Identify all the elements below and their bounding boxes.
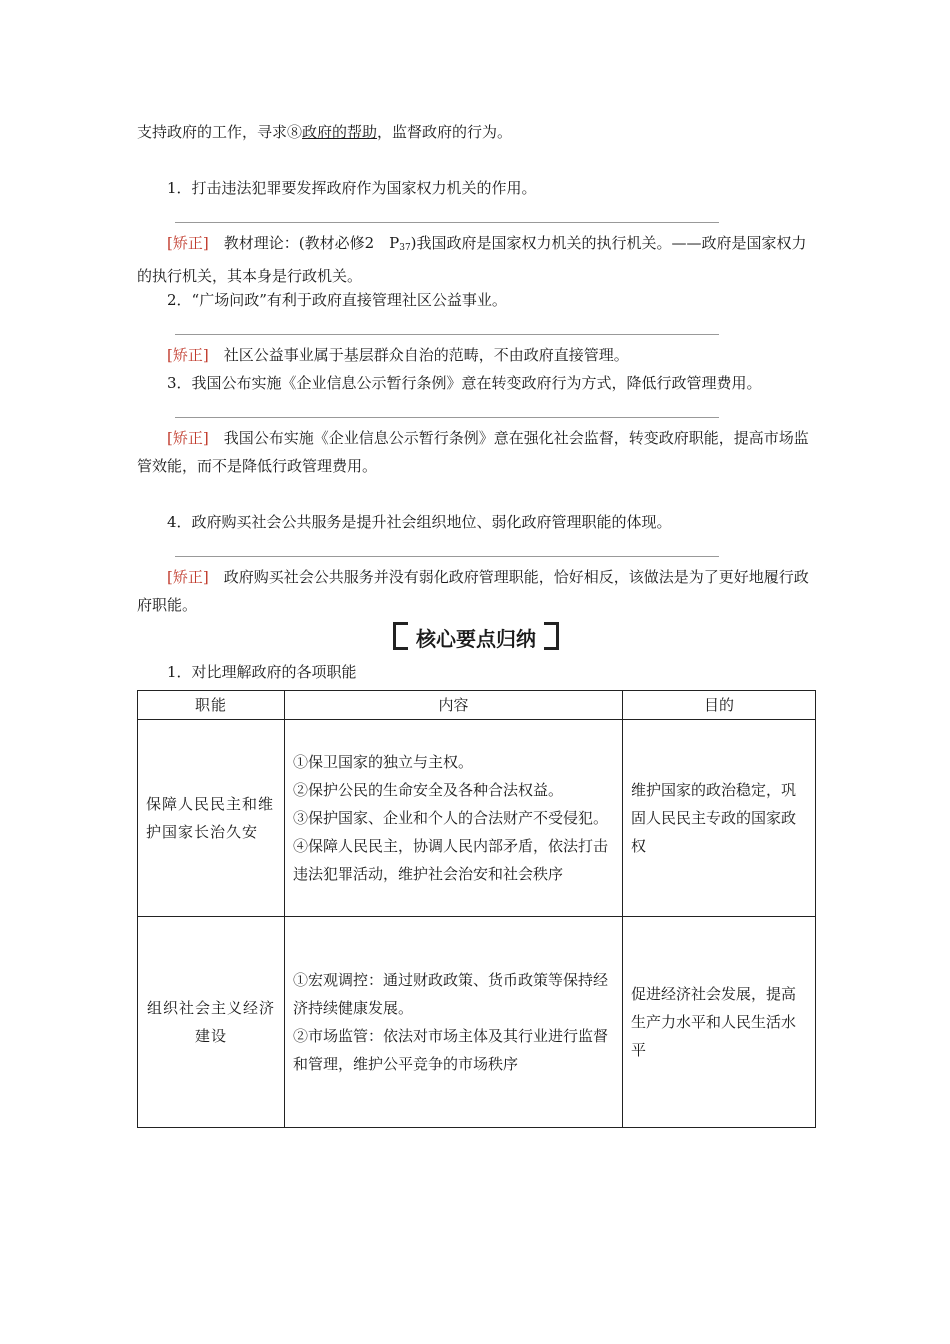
correction-4: [矫正] 政府购买社会公共服务并没有弱化政府管理职能，恰好相反，该做法是为了更好地履行政府职能。 [137, 568, 809, 614]
answer-blank-line [175, 417, 719, 418]
table-title: 1．对比理解政府的各项职能 [167, 663, 357, 681]
answer-blank-line [175, 556, 719, 557]
correction-2: [矫正] 社区公益事业属于基层群众自治的范畴，不由政府直接管理。 [167, 346, 629, 364]
intro-paragraph: 支持政府的工作，寻求⑧政府的帮助，监督政府的行为。 [137, 123, 513, 141]
question-1: 1．打击违法犯罪要发挥政府作为国家权力机关的作用。 [矫正] 教材理论：(教材必修2 $P_{37}$)我国政府是国家权力机关的执行机关。——政府是国家权力的执行机关，其本身是行政机关。 [137, 174, 815, 290]
question-4: 4．政府购买社会公共服务是提升社会组织地位、弱化政府管理职能的体现。 [矫正] 政府购买社会公共服务并没有弱化政府管理职能，恰好相反，该做法是为了更好地履行政府职能。 [137, 508, 815, 619]
table-header-row: 职能 内容 目的 [138, 691, 816, 720]
functions-table [137, 690, 816, 1128]
table-row: 组织社会主义经济建设 ①宏观调控：通过财政政策、货币政策等保持经济持续健康发展。 ②市场监管：依法对市场主体及其行业进行监督和管理，维护公平竞争的市场秩序 促进经济社会发展，提高生产力水平和人民生活水平 [138, 917, 816, 1128]
answer-blank-line [175, 222, 719, 223]
left-bracket-icon [393, 622, 408, 650]
question-2: 2．“广场问政”有利于政府直接管理社区公益事业。 [矫正] 社区公益事业属于基层群众自治的范畴，不由政府直接管理。 [137, 286, 815, 369]
question-3: 3．我国公布实施《企业信息公示暂行条例》意在转变政府行为方式，降低行政管理费用。 [矫正] 我国公布实施《企业信息公示暂行条例》意在强化社会监督，转变政府职能，提高市场监管效能，而不是降低行政管理费用。 [137, 369, 815, 480]
table-row: 保障人民民主和维护国家长治久安 ①保卫国家的独立与主权。 ②保护公民的生命安全及各种合法权益。 ③保护国家、企业和个人的合法财产不受侵犯。 ④保障人民民主，协调人民内部矛盾，依法打击违法犯罪活动，维护社会治安和社会秩序 维护国家的政治稳定，巩固人民民主专政的国家政权 [138, 720, 816, 917]
correction-1: [矫正] 教材理论：(教材必修2 $P_{37}$)我国政府是国家权力机关的执行机关。——政府是国家权力的执行机关，其本身是行政机关。 [137, 234, 807, 285]
section-heading: 核心要点归纳 [137, 622, 815, 652]
underlined-answer: 政府的帮助 [302, 123, 378, 141]
answer-blank-line [175, 334, 719, 335]
correction-3: [矫正] 我国公布实施《企业信息公示暂行条例》意在强化社会监督，转变政府职能，提高市场监管效能，而不是降低行政管理费用。 [137, 429, 809, 475]
right-bracket-icon [544, 622, 559, 650]
